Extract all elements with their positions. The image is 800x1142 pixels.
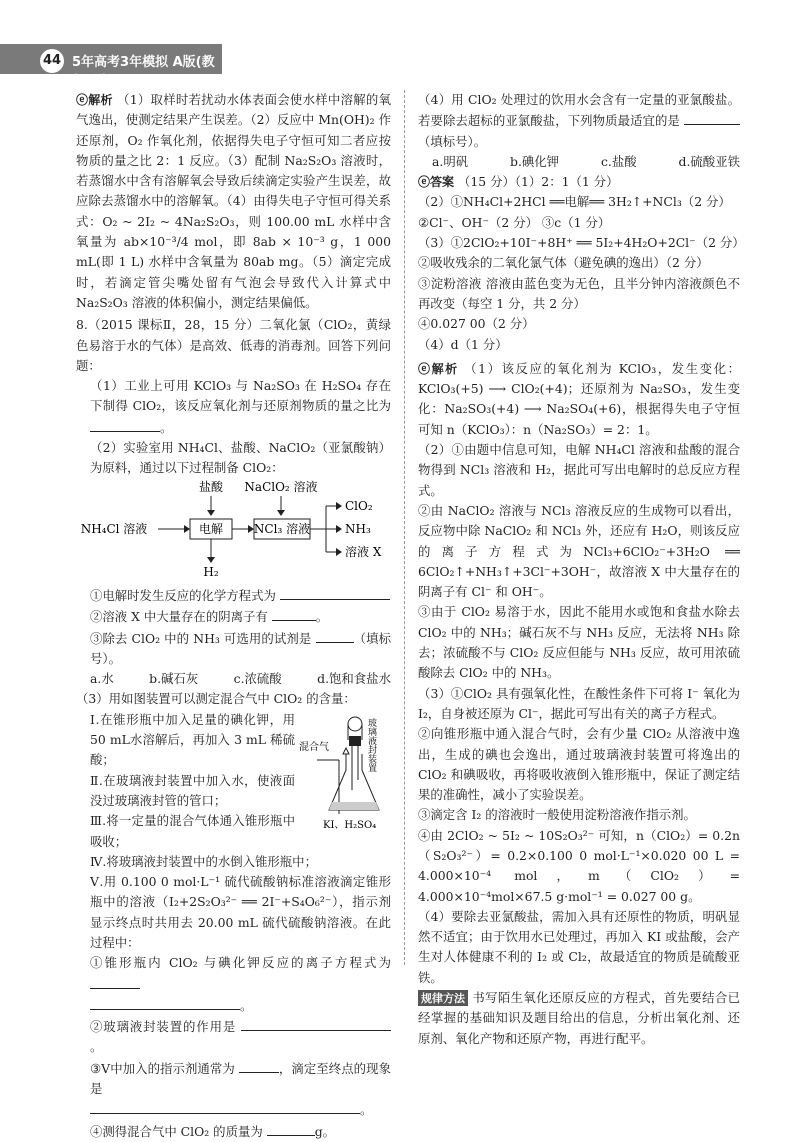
q8-3-2-text: ②玻璃液封装置的作用是 — [90, 1019, 237, 1035]
analysis-1 — [418, 359, 740, 440]
step-4: Ⅳ.将玻璃液封装置中的水倒入锥形瓶中； — [90, 853, 317, 869]
analysis-3: ②由 NaClO₂ 溶液与 NCl₃ 溶液反应的生成物可以看出，反应物中除 NaClO₂ 和 NCl₃ 外，还应有 H₂O，则该反应的离子方程式为NCl₃+6ClO₂⁻+3H₂O ══ 6ClO₂↑+NH₃↑+3Cl⁻+3OH⁻，故溶液 X 中大量存在的阴离子有 Cl⁻ 和 OH⁻。 — [418, 502, 740, 600]
answer-blank[interactable] — [90, 417, 160, 432]
q8-3-3-mid: ，滴定至终点的现象是 — [90, 1060, 391, 1097]
answer-blank[interactable] — [684, 110, 740, 125]
answer-line-8: （4）d（1 分） — [418, 336, 508, 352]
q8-part4 — [418, 90, 740, 152]
q8-part2: （2）实验室用 NH₄Cl、盐酸、NaClO₂（亚氯酸钠）为原料，通过以下过程制备 ClO₂： — [90, 440, 391, 476]
q8-3-3-text: ③Ⅴ中加入的指示剂通常为 — [90, 1060, 235, 1076]
q8-2-3 — [76, 628, 391, 670]
q8-3-4 — [76, 1121, 391, 1142]
option-d[interactable]: d.硫酸亚铁 — [678, 153, 740, 169]
answer-blank[interactable] — [90, 1099, 360, 1114]
q8-4-tail: （填标号）。 — [418, 133, 487, 149]
apparatus-diagram — [299, 710, 391, 834]
right-column — [418, 90, 745, 1049]
answer-line-1 — [418, 172, 740, 192]
prev-analysis-text: （1）取样时若扰动水体表面会使水样中溶解的氧气逸出，使测定结果产生误差。（2）反应中 Mn(OH)₂ 作还原剂，O₂ 作氧化剂，依据得失电子守恒可知二者应按物质的量之比 2：1 反应。（3）配制 Na₂S₂O₃ 溶液时，若蒸馏水中含有溶解氧会导致后续滴定实验产生误差，故应除去蒸馏水中的溶解氧。（4）由得失电子守恒可得关系式：O₂ ~ 2I₂ ~ 4Na₂S₂O₃，则 100.00 mL 水样中含氧量为 ab×10⁻³/4 mol，即 8ab × 10⁻³ g，1 000 mL(即 1 L) 水样中含氧量为 80ab mg。（5）滴定完成时，若滴定管尖嘴处留有气泡会导致代入计算式中 Na₂S₂O₃ 溶液的体积偏小，测定结果偏低。 — [76, 92, 391, 310]
apparatus-seal-label: 玻璃液封装置 — [366, 717, 376, 772]
left-column — [76, 90, 391, 1142]
step-1: Ⅰ.在锥形瓶中加入足量的碘化钾，用50 mL水溶解后，再加入 3 mL 稀硫酸； — [90, 711, 295, 768]
q8-3-4-text: ④测得混合气中 ClO₂ 的质量为 — [90, 1123, 263, 1139]
q8-part1: （1）工业上可用 KClO₃ 与 Na₂SO₃ 在 H₂SO₄ 存在下制得 ClO₂，该反应氧化剂与还原剂物质的量之比为 。 — [90, 378, 391, 435]
option-a[interactable]: a.明矾 — [432, 153, 469, 169]
option-c[interactable]: c.浓硫酸 — [233, 671, 282, 687]
flow-nh3: NH₃ — [345, 521, 371, 536]
answer-line-3: ②Cl⁻、OH⁻（2 分） ③c（1 分） — [418, 214, 611, 230]
option-b[interactable]: b.碘化钾 — [510, 153, 560, 169]
analysis-tag: ⓔ解析 — [418, 361, 459, 376]
header-bar — [0, 44, 222, 89]
analysis-text: （1）该反应的氧化剂为 KClO₃，发生变化：KClO₃(+5) ⟶ ClO₂(+4)；还原剂为 Na₂SO₃，发生变化：Na₂SO₃(+4) ⟶ Na₂SO₄(+6)，根据得失电子守恒可知 n（KClO₃）：n（Na₂SO₃）= 2：1。 — [418, 360, 740, 437]
analysis-8: ④由 2ClO₂ ~ 5I₂ ~ 10S₂O₃²⁻ 可知，n（ClO₂）= 0.2n（S₂O₃²⁻）= 0.2×0.100 0 mol·L⁻¹×0.020 00 L = 4.000×10⁻⁴ mol，m（ClO₂）= 4.000×10⁻⁴mol×67.5 g·mol⁻¹ = 0.027 00 g。 — [418, 827, 740, 904]
flow-ncl3: NCl₃ 溶液 — [253, 521, 311, 536]
answer-line-6: ③淀粉溶液 溶液由蓝色变为无色，且半分钟内溶液颜色不再改变（每空 1 分，共 2 分） — [418, 275, 740, 311]
analysis-4: ③由于 ClO₂ 易溶于水，因此不能用水或饱和食盐水除去 ClO₂ 中的 NH₃；碱石灰不与 NH₃ 反应，无法将 NH₃ 除去；浓硫酸不与 ClO₂ 反应但能与 NH₃ 反应，故可用浓硫酸除去 ClO₂ 中的 NH₃。 — [418, 604, 740, 681]
answer-line-4: （3）①2ClO₂+10I⁻+8H⁺ ══ 5I₂+4H₂O+2Cl⁻（2 分） — [418, 235, 745, 251]
answer-text: （15 分）（1）2：1（1 分） — [457, 174, 619, 190]
answer-tag: ⓔ答案 — [418, 175, 455, 190]
method-text: 书写陌生氧化还原反应的方程式，首先要结合已经掌握的基础知识及题目给出的信息，分析出氧化剂、还原剂、氧化产物和还原产物，再进行配平。 — [418, 990, 740, 1046]
step-5: Ⅴ.用 0.100 0 mol·L⁻¹ 硫代硫酸钠标准溶液滴定锥形瓶中的溶液（I₂+2S₂O₃²⁻ ══ 2I⁻+S₄O₆²⁻），指示剂显示终点时共用去 20.00 mL 硫代硫酸钠溶液。在此过程中： — [90, 874, 391, 950]
q8-3-1: ①锥形瓶内 ClO₂ 与碘化钾反应的离子方程式为 。 — [90, 955, 391, 1013]
page-number: 44 — [40, 49, 64, 73]
answer-blank[interactable] — [316, 628, 354, 643]
option-a[interactable]: a.水 — [90, 671, 114, 687]
flow-h2: H₂ — [203, 564, 219, 579]
apparatus-gas-label: 混合气 — [299, 741, 329, 753]
flow-electrolysis: 电解 — [198, 521, 224, 536]
prev-analysis — [76, 90, 391, 313]
flow-clo2: ClO₂ — [345, 498, 373, 513]
answer-line-5: ②吸收残余的二氧化氯气体（避免碘的逸出）（2 分） — [418, 255, 709, 271]
q8-2-1-text: ①电解时发生反应的化学方程式为 — [90, 587, 276, 603]
steps-block — [76, 710, 391, 954]
q8-3-1-text: ①锥形瓶内 ClO₂ 与碘化钾反应的离子方程式为 — [90, 955, 391, 971]
analysis-2: （2）①由题中信息可知，电解 NH₄Cl 溶液和盐酸的混合物得到 NCl₃ 溶液和 H₂，据此可写出电解时的总反应方程式。 — [418, 442, 740, 498]
option-c[interactable]: c.盐酸 — [600, 153, 637, 169]
option-b[interactable]: b.碱石灰 — [149, 671, 199, 687]
q8-2-1 — [76, 585, 391, 606]
answer-blank[interactable] — [241, 1016, 391, 1031]
q8-3-2: ②玻璃液封装置的作用是 。 — [76, 1016, 391, 1058]
answer-blank[interactable] — [90, 974, 140, 989]
flow-diagram — [76, 479, 391, 579]
q8-part1-text: （1）工业上可用 KClO₃ 与 Na₂SO₃ 在 H₂SO₄ 存在下制得 ClO₂，该反应氧化剂与还原剂物质的量之比为 — [90, 378, 391, 414]
q8-2-2-text: ②溶液 X 中大量存在的阴离子有 — [90, 609, 268, 625]
page-header — [0, 44, 800, 89]
q8-heading: 8.（2015 课标Ⅱ，28，15 分）二氧化氯（ClO₂，黄绿色易溶于水的气体）是高效、低毒的消毒剂。回答下列问题： — [76, 317, 391, 373]
column-divider — [404, 90, 405, 965]
analysis-5: （3）①ClO₂ 具有强氧化性，在酸性条件下可将 I⁻ 氧化为 I₂，自身被还原为 Cl⁻，据此可写出有关的离子方程式。 — [418, 685, 740, 721]
analysis-6: ②向锥形瓶中通入混合气时，会有少量 ClO₂ 从溶液中逸出，生成的碘也会逸出，通过玻璃液封装置可将逸出的 ClO₂ 和碘吸收，再将吸收液倒入锥形瓶中，保证了测定结果的准确性，减小了实验误差。 — [418, 726, 740, 803]
q8-4-options — [418, 152, 740, 172]
analysis-tag: ⓔ解析 — [76, 93, 113, 107]
analysis-9: （4）要除去亚氯酸盐，需加入具有还原性的物质，明矾显然不适宜；由于饮用水已处理过，再加入 KI 或盐酸，会产生对人体健康不利的 I₂ 或 Cl₂，故最适宜的物质是硫酸亚铁。 — [418, 908, 740, 985]
step-2: Ⅱ.在玻璃液封装置中加入水，使液面没过玻璃液封管的管口； — [90, 772, 295, 808]
flow-hcl: 盐酸 — [198, 479, 224, 494]
answer-blank[interactable] — [272, 606, 316, 621]
book-title: 5年高考3年模拟 A版(教师用书) — [72, 55, 215, 89]
flow-solx: 溶液 X — [345, 544, 382, 559]
answer-blank[interactable] — [90, 995, 240, 1010]
answer-blank[interactable] — [239, 1058, 279, 1073]
analysis-7: ③滴定含 I₂ 的溶液时一般使用淀粉溶液作指示剂。 — [418, 807, 696, 823]
apparatus-flask-label: KI、H₂SO₄ — [323, 819, 377, 831]
answer-blank[interactable] — [280, 585, 390, 600]
option-d[interactable]: d.饱和食盐水 — [317, 671, 391, 687]
q8-2-3-text: ③除去 ClO₂ 中的 NH₃ 可选用的试剂是 — [90, 630, 312, 646]
q8-2-3-tail: （填标号）。 — [90, 630, 392, 666]
answer-line-2: （2）①NH₄Cl+2HCl ══电解══ 3H₂↑+NCl₃（2 分） — [418, 194, 731, 210]
step-3: Ⅲ.将一定量的混合气体通入锥形瓶中吸收； — [90, 813, 295, 849]
flow-nh4cl: NH₄Cl 溶液 — [80, 521, 148, 536]
q8-part3: （3）用如图装置可以测定混合气中 ClO₂ 的含量： — [76, 691, 356, 707]
method-note — [418, 988, 740, 1049]
method-tag: 规律方法 — [418, 990, 468, 1006]
q8-3-4-tail: g。 — [314, 1123, 336, 1139]
q8-3-3: ③Ⅴ中加入的指示剂通常为 ，滴定至终点的现象是 。 — [76, 1058, 391, 1121]
flow-naclo2: NaClO₂ 溶液 — [244, 479, 318, 494]
q8-2-options — [76, 669, 391, 689]
q8-4-text: （4）用 ClO₂ 处理过的饮用水会含有一定量的亚氯酸盐。若要除去超标的亚氯酸盐，下列物质最适宜的是 — [418, 92, 740, 129]
answer-line-7: ④0.027 00（2 分） — [418, 316, 535, 332]
q8-2-2: ②溶液 X 中大量存在的阴离子有 。 — [76, 606, 391, 627]
